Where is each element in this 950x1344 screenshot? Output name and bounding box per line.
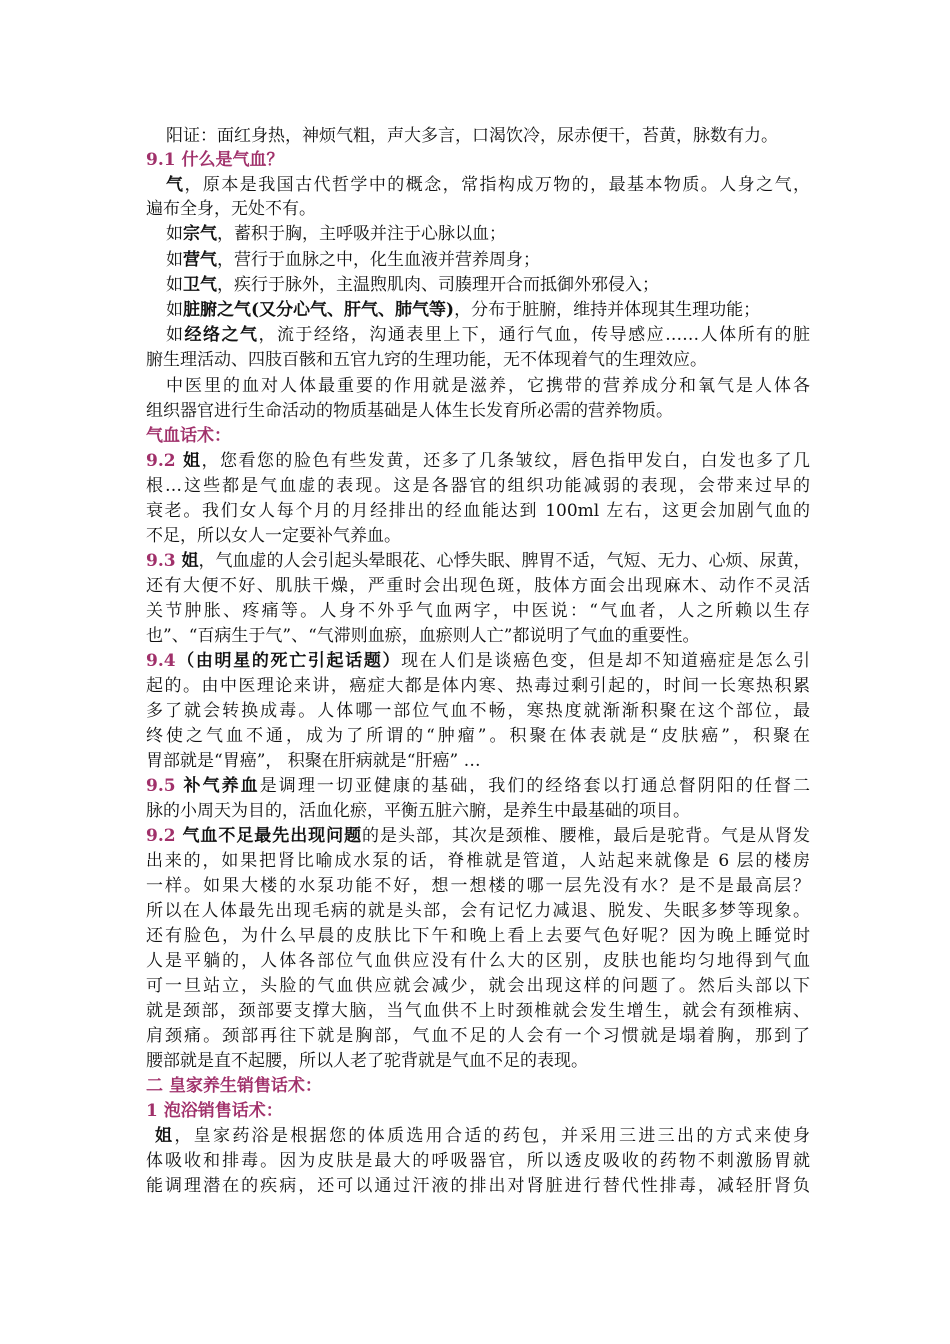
yang-syndrome-line: 阳证：面红身热，神烦气粗，声大多言，口渴饮冷，尿赤便干，苔黄，脉数有力。 (166, 126, 778, 146)
qi-type-item: 如卫气，疾行于脉外，主温煦肌肉、司腠理开合而抵御外邪侵入； (166, 275, 659, 295)
qi-type-item: 如宗气，蓄积于胸，主呼吸并注于心脉以血； (166, 224, 506, 244)
script-9-3-line: 还有大便不好、肌肤干燥，严重时会出现色斑，肢体方面会出现麻木、动作不灵活 (146, 576, 810, 596)
qi-type-item: 如脏腑之气(又分心气、肝气、肺气等)，分布于脏腑，维持并体现其生理功能； (166, 300, 761, 320)
heading-royal-sales-script: 二 皇家养生销售话术： (146, 1076, 322, 1096)
script-9-3-line: 关节肿胀、疼痛等。人身不外乎气血两字，中医说：“气血者，人之所赖以生存 (146, 601, 810, 621)
script-9-4-line: 胃部就是“胃癌”， 积聚在肝病就是“肝癌” … (146, 751, 481, 771)
script-9-2b-line: 9.2 气血不足最先出现问题的是头部，其次是颈椎、腰椎，最后是驼背。气是从肾发 (146, 826, 810, 846)
script-9-4-line: 终使之气血不通，成为了所谓的“肿瘤”。积聚在体表就是“皮肤癌”，积聚在 (146, 726, 810, 746)
qi-type-item: 如营气，营行于血脉之中，化生血液并营养周身； (166, 250, 540, 270)
script-9-2b-line: 出来的，如果把肾比喻成水泵的话，脊椎就是管道，人站起来就像是 6 层的楼房 (146, 851, 810, 871)
bath-script-line: 姐，皇家药浴是根据您的体质选用合适的药包，并采用三进三出的方式来使身 (155, 1126, 810, 1146)
script-9-2b-line: 人是平躺的，人体各部位气血供应没有什么大的区别，皮肤也能均匀地得到气血 (146, 951, 810, 971)
script-9-2-line: 9.2 姐，您看您的脸色有些发黄，还多了几条皱纹，唇色指甲发白，白发也多了几 (146, 451, 810, 471)
script-9-5-line: 9.5 补气养血是调理一切亚健康的基础，我们的经络套以打通总督阴阳的任督二 (146, 776, 810, 796)
script-9-2b-line: 还有脸色，为什么早晨的皮肤比下午和晚上看上去要气色好呢？因为晚上睡觉时 (146, 926, 810, 946)
script-9-4-line: 9.4（由明星的死亡引起话题）现在人们是谈癌色变，但是却不知道癌症是怎么引 (146, 651, 810, 671)
script-9-4-line: 多了就会转换成毒。人体哪一部位气血不畅，寒热度就渐渐积聚在这个部位，最 (146, 701, 810, 721)
script-9-5-line: 脉的小周天为目的，活血化瘀，平衡五脏六腑，是养生中最基础的项目。 (146, 801, 690, 821)
script-9-2-line: 根…这些都是气血虚的表现。这是各器官的组织功能减弱的表现，会带来过早的 (146, 476, 810, 496)
bath-script-line: 体吸收和排毒。因为皮肤是最大的呼吸器官，所以透皮吸收的药物不刺激肠胃就 (146, 1151, 810, 1171)
heading-qi-blood-script: 气血话术： (146, 426, 231, 446)
qi-type-item: 如经络之气，流于经络，沟通表里上下，通行气血，传导感应……人体所有的脏 (166, 325, 810, 345)
heading-what-is-qi-blood: 9.1 什么是气血？ (146, 150, 284, 170)
script-9-2-line: 不足，所以女人一定要补气养血。 (146, 526, 401, 546)
bath-script-line: 能调理潜在的疾病，还可以通过汗液的排出对肾脏进行替代性排毒，减轻肝肾负 (146, 1176, 810, 1196)
heading-bath-sales-script: 1 泡浴销售话术： (146, 1101, 283, 1121)
script-9-3-line: 也”、“百病生于气”、“气滞则血瘀，血瘀则人亡”都说明了气血的重要性。 (146, 626, 700, 646)
blood-paragraph-line: 中医里的血对人体最重要的作用就是滋养，它携带的营养成分和氧气是人体各 (166, 376, 810, 396)
script-9-2b-line: 就是颈部，颈部要支撑大脑，当气血供不上时颈椎就会发生增生，就会有颈椎病、 (146, 1001, 810, 1021)
script-9-2-line: 衰老。我们女人每个月的月经排出的经血能达到 100ml 左右，这更会加剧气血的 (146, 501, 810, 521)
qi-type-item-cont: 腑生理活动、四肢百骸和五官九窍的生理功能，无不体现着气的生理效应。 (146, 350, 707, 370)
script-9-2b-line: 所以在人体最先出现毛病的就是头部，会有记忆力减退、脱发、失眠多梦等现象。 (146, 901, 810, 921)
script-9-2b-line: 可一旦站立，头脸的气血供应就会减少，就会出现这样的问题了。然后头部以下 (146, 976, 810, 996)
script-9-2b-line: 一样。如果大楼的水泵功能不好，想一想楼的哪一层先没有水？是不是最高层？ (146, 876, 810, 896)
script-9-3-line: 9.3 姐，气血虚的人会引起头晕眼花、心悸失眠、脾胃不适，气短、无力、心烦、尿黄， (146, 551, 810, 571)
blood-paragraph-line: 组织器官进行生命活动的物质基础是人体生长发育所必需的营养物质。 (146, 401, 673, 421)
qi-definition-line: 遍布全身，无处不有。 (146, 199, 316, 219)
script-9-4-line: 起的。由中医理论来讲，癌症大都是体内寒、热毒过剩引起的，时间一长寒热积累 (146, 676, 810, 696)
script-9-2b-line: 肩颈痛。颈部再往下就是胸部，气血不足的人会有一个习惯就是塌着胸，那到了 (146, 1026, 810, 1046)
qi-definition-line: 气，原本是我国古代哲学中的概念，常指构成万物的，最基本物质。人身之气， (166, 175, 810, 195)
script-9-2b-line: 腰部就是直不起腰，所以人老了驼背就是气血不足的表现。 (146, 1051, 588, 1071)
